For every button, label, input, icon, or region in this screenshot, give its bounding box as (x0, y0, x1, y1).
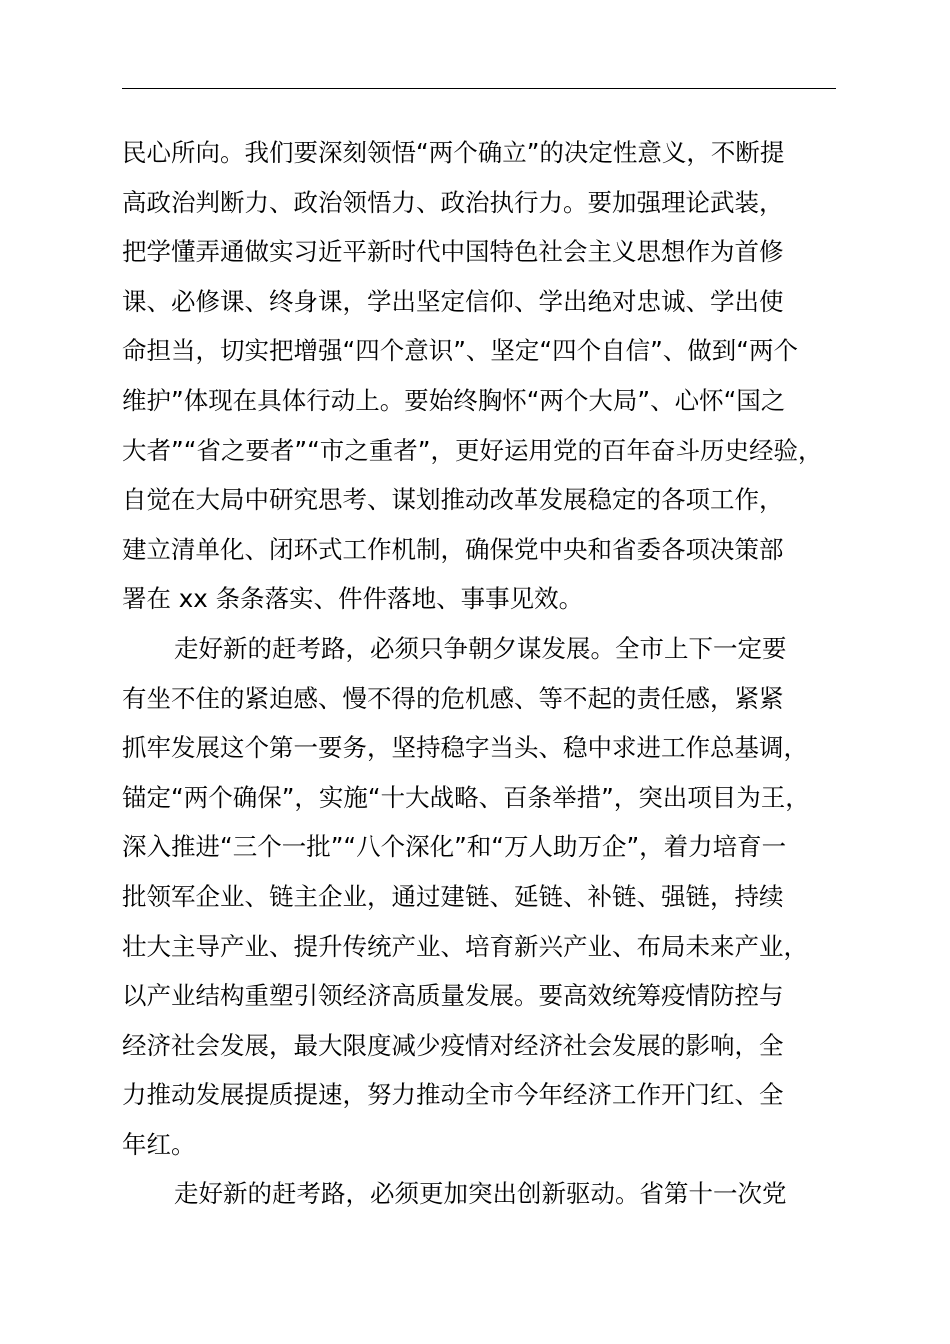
text-line: 自觉在大局中研究思考、谋划推动改革发展稳定的各项工作， (122, 485, 784, 515)
text-line: 壮大主导产业、提升传统产业、培育新兴产业、布局未来产业， (122, 931, 808, 961)
text-line: 命担当，切实把增强“四个意识”、坚定“四个自信”、做到“两个 (122, 336, 798, 366)
text-line: 锚定“两个确保”，实施“十大战略、百条举措”，突出项目为王， (122, 782, 810, 812)
text-line: 年红。 (122, 1129, 196, 1159)
text-line: 民心所向。我们要深刻领悟“两个确立”的决定性意义，不断提 (122, 138, 785, 167)
text-line: 大者”“省之要者”“市之重者”，更好运用党的百年奋斗历史经验， (122, 435, 823, 465)
text-line: 维护”体现在具体行动上。要始终胸怀“两个大局”、心怀“国之 (122, 385, 786, 415)
text-line: 高政治判断力、政治领悟力、政治执行力。要加强理论武装， (122, 187, 784, 217)
header-rule (122, 88, 836, 89)
body-text (122, 128, 838, 1219)
text-line: 建立清单化、闭环式工作机制，确保党中央和省委各项决策部 (122, 534, 784, 564)
text-line: 批领军企业、链主企业，通过建链、延链、补链、强链，持续 (122, 881, 784, 911)
text-line: 以产业结构重塑引领经济高质量发展。要高效统筹疫情防控与 (122, 981, 784, 1011)
text-line: 署在 xx 条条落实、件件落地、事事见效。 (122, 584, 584, 614)
text-line: 经济社会发展，最大限度减少疫情对经济社会发展的影响，全 (122, 1030, 784, 1060)
paragraph-start-line: 走好新的赶考路，必须只争朝夕谋发展。全市上下一定要 (174, 633, 787, 663)
text-line: 深入推进“三个一批”“八个深化”和“万人助万企”，着力培育一 (122, 832, 787, 862)
text-line: 课、必修课、终身课，学出坚定信仰、学出绝对忠诚、学出使 (122, 286, 784, 316)
text-line: 力推动发展提质提速，努力推动全市今年经济工作开门红、全 (122, 1080, 784, 1110)
text-line: 抓牢发展这个第一要务，坚持稳字当头、稳中求进工作总基调， (122, 733, 808, 763)
text-line: 有坐不住的紧迫感、慢不得的危机感、等不起的责任感，紧紧 (122, 683, 784, 713)
paragraph-start-line: 走好新的赶考路，必须更加突出创新驱动。省第十一次党 (174, 1179, 787, 1209)
text-line: 把学懂弄通做实习近平新时代中国特色社会主义思想作为首修 (122, 237, 784, 267)
